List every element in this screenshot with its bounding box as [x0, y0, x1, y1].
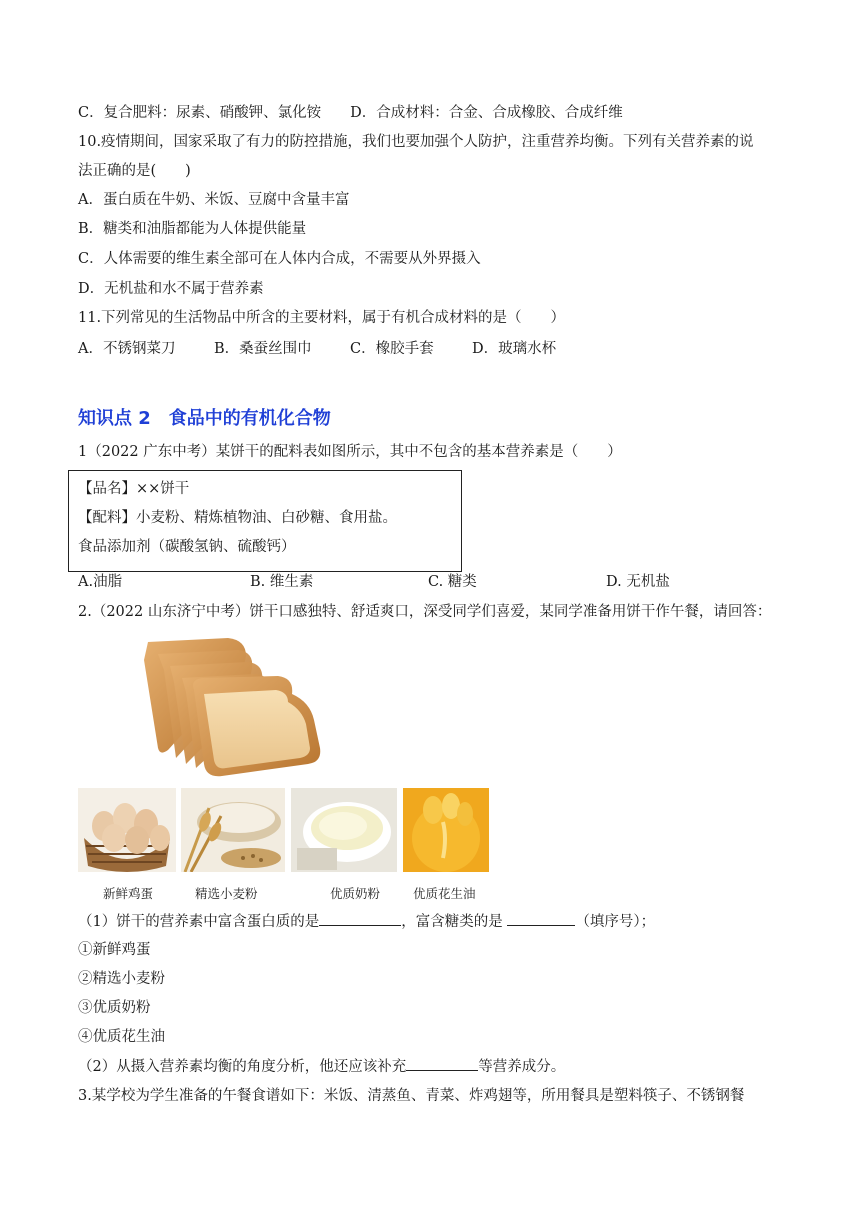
q2-sub1 [78, 911, 655, 932]
q2-sub1-text-b: ，富含糖类的是 [401, 914, 508, 930]
q10-stem-cont: 法正确的是( ) [78, 163, 191, 179]
q10-option-a: A．蛋白质在牛奶、米饭、豆腐中含量丰富 [78, 192, 350, 208]
q9-option-cd: C．复合肥料：尿素、硝酸钾、氯化铵 D．合成材料：合金、合成橡胶、合成纤维 [78, 105, 623, 121]
peanut-oil-image [403, 788, 489, 872]
q11-option-d: D．玻璃水杯 [472, 341, 557, 357]
q1-stem: 1（2022 广东中考）某饼干的配料表如图所示，其中不包含的基本营养素是（ ） [78, 444, 622, 460]
q10-option-d: D．无机盐和水不属于营养素 [78, 281, 264, 297]
caption-milk-powder: 优质奶粉 [330, 886, 381, 901]
q1-option-d: D. 无机盐 [606, 574, 670, 590]
milk-powder-image [291, 788, 397, 872]
q11-stem: 11.下列常见的生活物品中所含的主要材料，属于有机合成材料的是（ ） [78, 310, 566, 326]
q10-stem: 10.疫情期间，国家采取了有力的防控措施，我们也要加强个人防护，注重营养均衡。下列有关营养素的说 [78, 134, 754, 150]
q2-choice-1: ①新鲜鸡蛋 [78, 942, 151, 958]
q2-sub2-text-a: （2）从摄入营养素均衡的角度分析，他还应该补充 [78, 1059, 407, 1075]
wheat-flour-image [181, 788, 285, 872]
q2-sub1-text-c: （填序号）； [575, 914, 656, 930]
q2-sub2 [78, 1056, 565, 1077]
answer-blank-protein[interactable] [319, 911, 401, 926]
q11-option-a: A．不锈钢菜刀 [78, 341, 176, 357]
q2-choice-4: ④优质花生油 [78, 1029, 165, 1045]
q11-option-b: B．桑蚕丝围巾 [214, 341, 312, 357]
q10-option-c: C．人体需要的维生素全部可在人体内合成，不需要从外界摄入 [78, 251, 481, 267]
q2-choice-2: ②精选小麦粉 [78, 971, 165, 987]
q2-stem: 2.（2022 山东济宁中考）饼干口感独特、舒适爽口，深受同学们喜爱，某同学准备用饼干作午餐，请回答： [78, 604, 772, 620]
q1-option-a: A.油脂 [78, 574, 123, 590]
caption-peanut-oil: 优质花生油 [413, 886, 476, 901]
q11-option-c: C．橡胶手套 [350, 341, 434, 357]
product-name-line: 【品名】××饼干 [78, 481, 190, 497]
q2-sub2-text-b: 等营养成分。 [478, 1059, 566, 1075]
answer-blank-nutrient[interactable] [406, 1056, 478, 1071]
fresh-eggs-image [78, 788, 176, 872]
ingredient-label-box [68, 470, 462, 572]
q2-choice-3: ③优质奶粉 [78, 1000, 151, 1016]
caption-flour: 精选小麦粉 [195, 886, 258, 901]
q10-option-b: B．糖类和油脂都能为人体提供能量 [78, 221, 307, 237]
additives-line: 食品添加剂（碳酸氢钠、硫酸钙） [78, 539, 296, 555]
q1-option-c: C. 糖类 [428, 574, 477, 590]
bread-slices-image [78, 630, 338, 780]
ingredients-line: 【配料】小麦粉、精炼植物油、白砂糖、食用盐。 [78, 510, 397, 526]
section-heading: 知识点 2 食品中的有机化合物 [78, 408, 331, 429]
caption-eggs: 新鲜鸡蛋 [103, 886, 154, 901]
q1-option-b: B. 维生素 [250, 574, 314, 590]
q2-sub1-text-a: （1）饼干的营养素中富含蛋白质的是 [78, 914, 320, 930]
q3-stem: 3.某学校为学生准备的午餐食谱如下：米饭、清蒸鱼、青菜、炸鸡翅等，所用餐具是塑料筷子、不锈钢餐 [78, 1088, 745, 1104]
answer-blank-carbohydrate[interactable] [507, 911, 575, 926]
